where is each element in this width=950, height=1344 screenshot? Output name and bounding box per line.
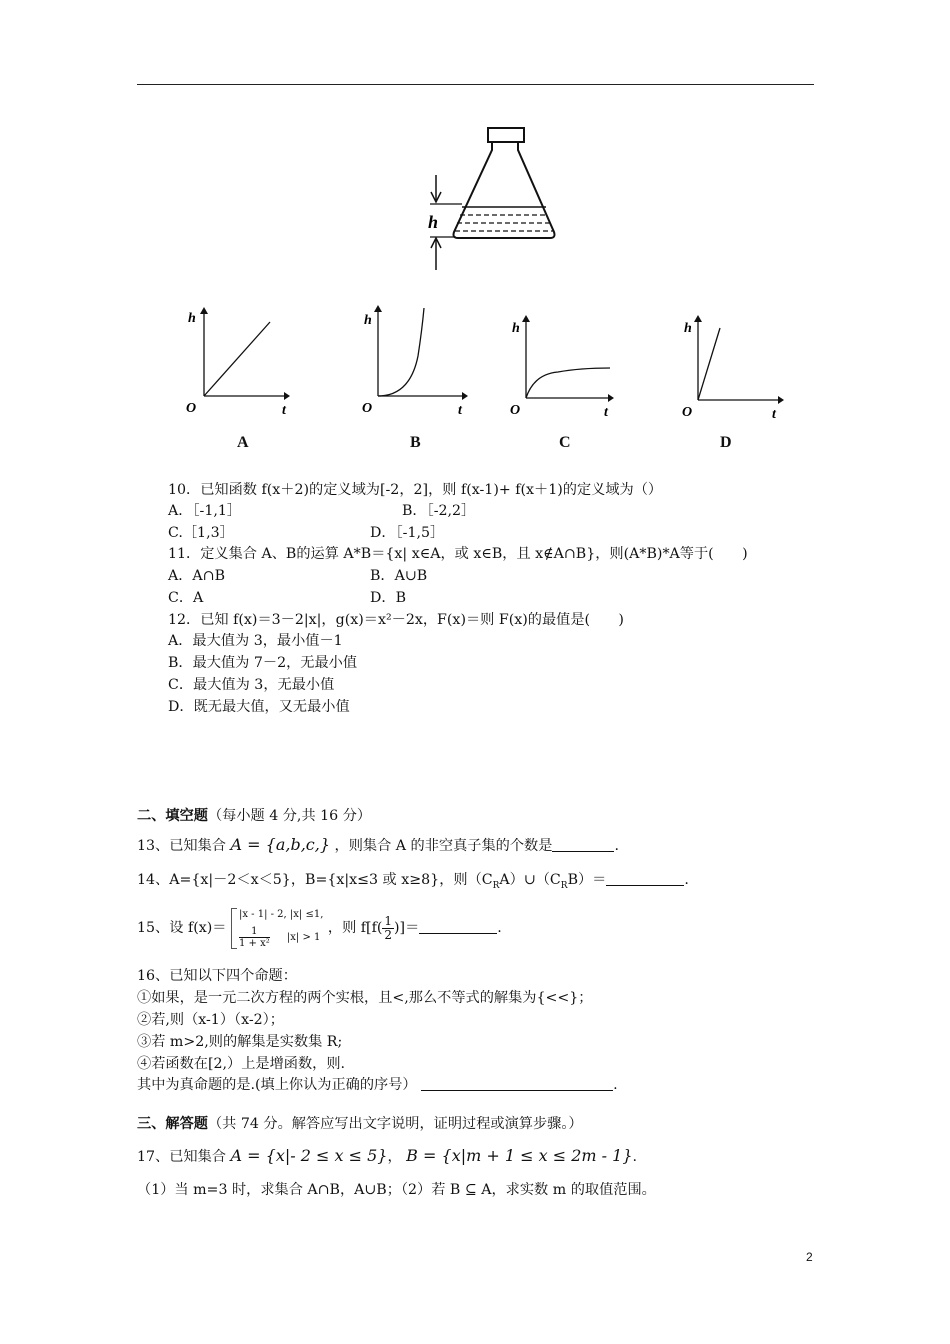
svg-text:t: t: [282, 403, 286, 418]
q12-option-d: D．既无最大值，又无最小值: [168, 699, 350, 715]
q16-prop-2: ②若,则（x-1）（x-2）；: [137, 1012, 284, 1028]
graph-d-label: D: [720, 434, 732, 451]
q13-answer-blank: [552, 837, 614, 852]
svg-text:h: h: [364, 313, 372, 328]
q10-option-c: C.［1,3］: [168, 525, 234, 541]
q17: 17、已知集合 A = {x|- 2 ≤ x ≤ 5}， B = {x|m + 1 ≤ x ≤ 2m - 1}.: [137, 1146, 638, 1165]
q16-prop-1: ①如果，是一元二次方程的两个实根，且<,那么不等式的解集为{<<}；: [137, 990, 593, 1006]
graph-a: [178, 304, 298, 424]
q12-option-c: C．最大值为 3，无最小值: [168, 677, 335, 693]
q13-set: A = {a,b,c,}: [230, 835, 331, 854]
svg-text:O: O: [510, 403, 521, 418]
graph-c: [500, 312, 620, 422]
svg-text:h: h: [684, 321, 692, 336]
svg-text:t: t: [772, 407, 776, 422]
q12-stem: 12．已知 f(x)＝3－2|x|，g(x)＝x²－2x，F(x)＝则 F(x)的最值是( ): [168, 612, 624, 628]
svg-text:t: t: [458, 403, 462, 418]
graph-b: [352, 300, 477, 425]
svg-text:O: O: [682, 405, 693, 420]
q10-option-d: D．［-1,5］: [370, 525, 445, 541]
q11-option-b: B．A∪B: [370, 568, 428, 584]
q15-answer-blank: [419, 919, 497, 934]
svg-text:h: h: [188, 311, 196, 326]
q16-prop-4: ④若函数在[2,）上是增函数，则.: [137, 1056, 346, 1072]
q16-prop-3: ③若 m>2,则的解集是实数集 R;: [137, 1034, 343, 1050]
q14: 14、A={x|－2＜x＜5}，B={x|x≤3 或 x≥8}，则$(C_RA)\cup(C_RB)=$ .: [137, 872, 689, 891]
svg-text:O: O: [362, 401, 373, 416]
svg-text:t: t: [604, 405, 608, 420]
page-number: 2: [806, 1250, 813, 1264]
q15-piecewise: |x - 1| - 2, |x| ≤1, $\frac{1}{\text{1 + x²}}$ |x| > 1: [231, 908, 323, 949]
graph-b-label: B: [410, 434, 421, 451]
q11-stem: 11．定义集合 A、B的运算 A*B＝{x| x∈A，或 x∈B，且 x∉A∩B}，则(A*B)*A等于( ): [168, 546, 748, 562]
q15: 15、设 f(x)＝ |x - 1| - 2, |x| ≤1, $\frac{1}{\text{1 + x²}}$ |x| > 1 ，则 f[f( $\frac{1}{2}$ )]＝ .: [137, 908, 502, 949]
q17-set-b: B = {x|m + 1 ≤ x ≤ 2m - 1}: [406, 1146, 633, 1165]
flask-figure: [414, 120, 574, 275]
svg-text:O: O: [186, 401, 197, 416]
section-3-heading: 三、解答题（共 74 分。解答应写出文字说明，证明过程或演算步骤。）: [137, 1116, 583, 1132]
q12-option-a: A．最大值为 3，最小值－1: [168, 633, 343, 649]
q16-stem: 16、已知以下四个命题：: [137, 968, 297, 984]
q17-subquestions: （1）当 m=3 时，求集合 A∩B，A∪B；（2）若 B ⊆ A，求实数 m 的取值范围。: [137, 1182, 656, 1198]
svg-text:h: h: [512, 321, 520, 336]
q11-option-d: D．B: [370, 590, 406, 606]
section-2-heading: 二、填空题（每小题 4 分,共 16 分）: [137, 808, 372, 824]
q13: 13、已知集合 A = {a,b,c,} ，则集合 A 的非空真子集的个数是 .: [137, 835, 619, 854]
graph-d: [672, 312, 792, 422]
graph-c-label: C: [559, 434, 571, 451]
q10-option-b: B．［-2,2］: [402, 503, 476, 519]
q16-ask: 其中为真命题的是.(填上你认为正确的序号） .: [137, 1077, 618, 1093]
q11-option-c: C．A: [168, 590, 204, 606]
graph-a-label: A: [237, 434, 249, 451]
q10-option-a: A．［-1,1］: [168, 503, 242, 519]
q17-set-a: A = {x|- 2 ≤ x ≤ 5}: [230, 1146, 388, 1165]
q11-option-a: A．A∩B: [168, 568, 225, 584]
flask-h-label: h: [428, 212, 439, 232]
header-rule: [137, 84, 814, 85]
q12-option-b: B．最大值为 7－2，无最小值: [168, 655, 358, 671]
q16-answer-blank: [421, 1076, 613, 1091]
q14-answer-blank: [606, 871, 684, 886]
q10-stem: 10．已知函数 f(x＋2)的定义域为[-2，2]，则 f(x-1)+ f(x＋1)的定义域为（）: [168, 482, 663, 498]
